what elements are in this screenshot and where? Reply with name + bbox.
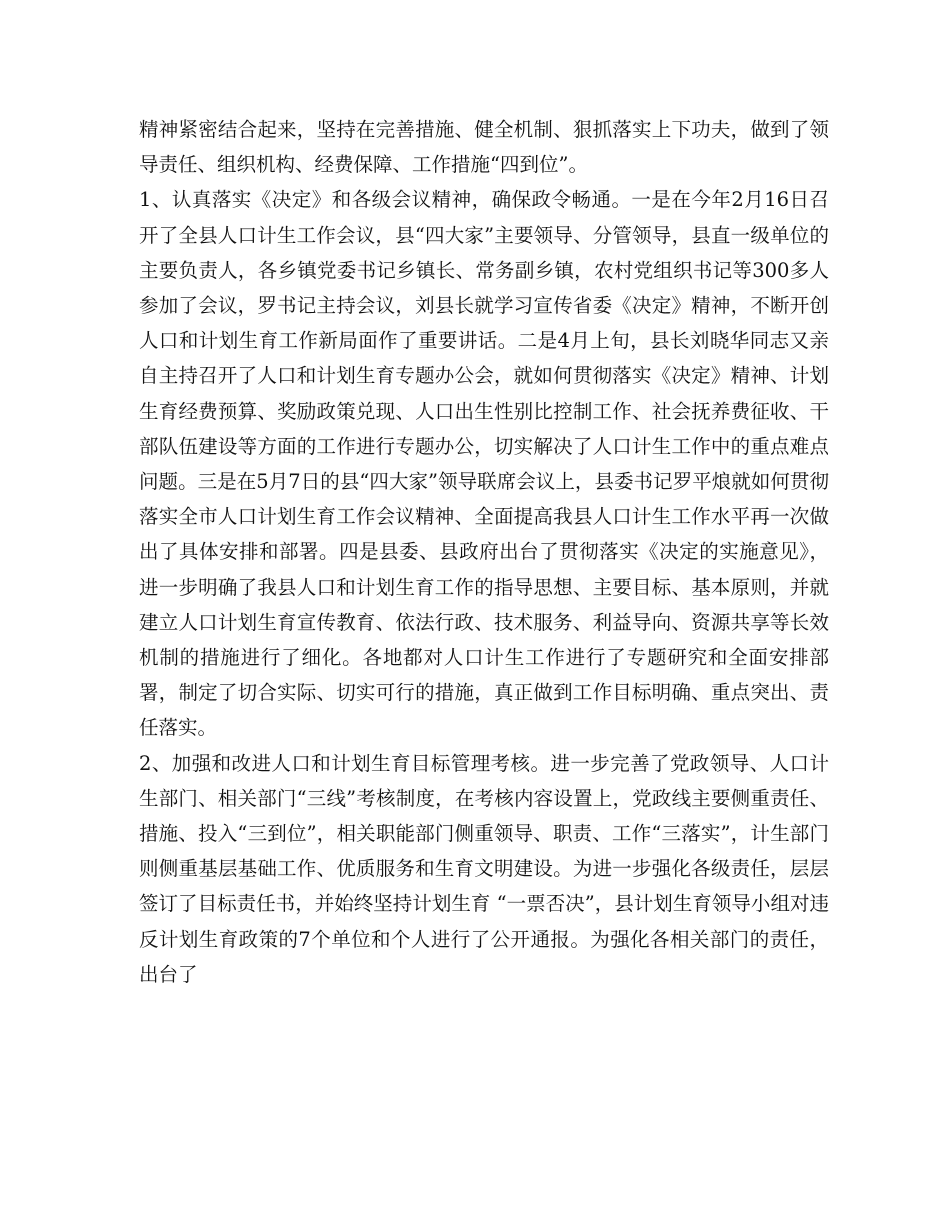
document-body xyxy=(139,112,829,992)
paragraph-item-2: 2、加强和改进人口和计划生育目标管理考核。进一步完善了党政领导、人口计生部门、相关部门“三线”考核制度，在考核内容设置上，党政线主要侧重责任、措施、投入“三到位”，相关职能部门侧重领导、职责、工作“三落实”，计生部门则侧重基层基础工作、优质服务和生育文明建设。为进一步强化各级责任，层层签订了目标责任书，并始终坚持计划生育 “一票否决”，县计划生育领导小组对违反计划生育政策的7个单位和个人进行了公开通报。为强化各相关部门的责任，出台了 xyxy=(139,751,829,986)
paragraph-continued: 精神紧密结合起来，坚持在完善措施、健全机制、狠抓落实上下功夫，做到了领导责任、组织机构、经费保障、工作措施“四到位”。 xyxy=(139,118,829,177)
paragraph-item-1: 1、认真落实《决定》和各级会议精神，确保政令畅通。一是在今年2月16日召开了全县人口计生工作会议，县“四大家”主要领导、分管领导，县直一级单位的主要负责人，各乡镇党委书记乡镇长、常务副乡镇，农村党组织书记等300多人参加了会议，罗书记主持会议，刘县长就学习宣传省委《决定》精神，不断开创人口和计划生育工作新局面作了重要讲话。二是4月上旬，县长刘晓华同志又亲自主持召开了人口和计划生育专题办公会，就如何贯彻落实《决定》精神、计划生育经费预算、奖励政策兑现、人口出生性别比控制工作、社会抚养费征收、干部队伍建设等方面的工作进行专题办公，切实解决了人口计生工作中的重点难点问题。三是在5月7日的县“四大家”领导联席会议上，县委书记罗平烺就如何贯彻落实全市人口计划生育工作会议精神、全面提高我县人口计生工作水平再一次做出了具体安排和部署。四是县委、县政府出台了贯彻落实《决定的实施意见》，进一步明确了我县人口和计划生育工作的指导思想、主要目标、基本原则，并就建立人口计划生育宣传教育、依法行政、技术服务、利益导向、资源共享等长效机制的措施进行了细化。各地都对人口计生工作进行了专题研究和全面安排部署，制定了切合实际、切实可行的措施，真正做到工作目标明确、重点突出、责任落实。 xyxy=(139,188,829,740)
